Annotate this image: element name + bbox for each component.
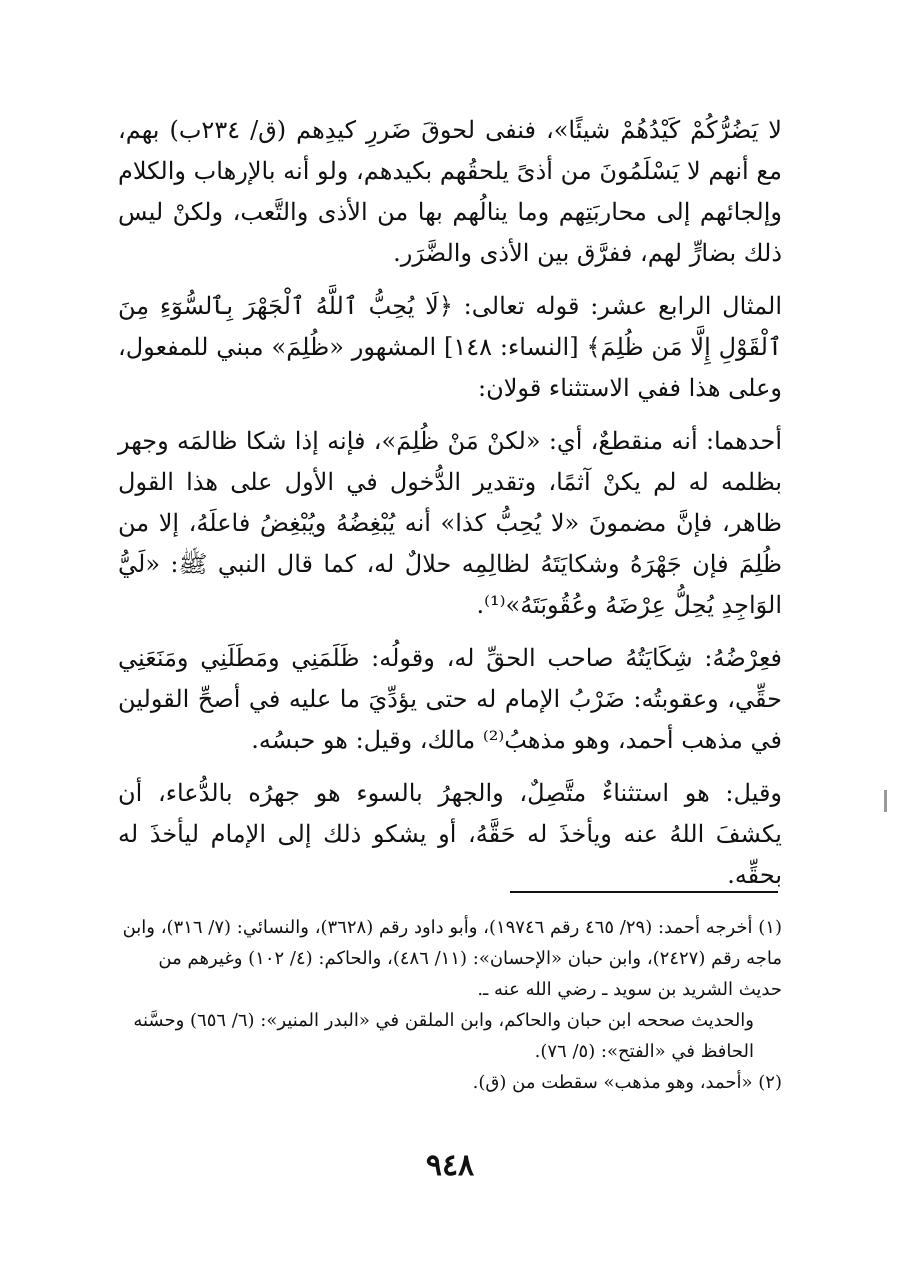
paragraph-3: أحدهما: أنه منقطعٌ، أي: «لكنْ مَنْ ظُلِمَ»، فإنه إذا شكا ظالمَه وجهر بظلمه له لم يكنْ آثمًا، وتقدير الدُّخول في الأول على هذا القول ظاهر، فإنَّ مضمونَ «لا يُحِبُّ كذا» أنه يُبْغِضُهُ ويُبْغِضُ فاعلَهُ، إلا من ظُلِمَ فإن جَهْرَهُ وشكايَتَهُ لظالِمِه حلالٌ له، كما قال النبي ﷺ: «لَيُّ الوَاجِدِ يُحِلُّ عِرْضَهُ وعُقُوبَتَهُ»⁽¹⁾. <box>118 427 783 619</box>
page-number: ٩٤٨ <box>425 1148 475 1183</box>
paragraph-2: المثال الرابع عشر: قوله تعالى: ﴿لَا يُحِبُّ ٱللَّهُ ٱلْجَهْرَ بِٱلسُّوٓءِ مِنَ ٱلْقَوْلِ إِلَّا مَن ظُلِمَ﴾ [النساء: ١٤٨] المشهور «ظُلِمَ» مبني للمفعول، وعلى هذا ففي الاستثناء قولان: <box>118 292 783 402</box>
footnote-1: (١) أخرجه أحمد: (٢٩/ ٤٦٥ رقم ١٩٧٤٦)، وأبو داود رقم (٣٦٢٨)، والنسائي: (٧/ ٣١٦)، وابن ماجه رقم (٢٤٢٧)، وابن حبان «الإحسان»: (١١/ ٤٨٦)، والحاكم: (٤/ ١٠٢) وغيرهم من حديث الشريد بن سويد ـ رضي الله عنه ـ. <box>122 917 782 1000</box>
footnotes <box>118 912 782 1098</box>
paragraph-5: وقيل: هو استثناءٌ متَّصِلٌ، والجهرُ بالسوء هو جهرُه بالدُّعاء، أن يكشفَ اللهُ عنه ويأخذَ له حَقَّهُ، أو يشكو ذلك إلى الإمام ليأخذَ له بحقِّه. <box>118 779 782 889</box>
footnote-separator <box>510 891 778 893</box>
paragraph-4: فعِرْضُهُ: شِكَايَتُهُ صاحب الحقِّ له، وقولُه: ظَلَمَنِي ومَطَلَنِي ومَنَعَنِي حقِّي، وعقوبتُه: ضَرْبُ الإمام له حتى يؤدِّيَ ما عليه في أصحِّ القولين في مذهب أحمد، وهو مذهبُ⁽²⁾ مالك، وقيل: هو حبسُه. <box>118 644 782 754</box>
main-text <box>118 110 782 908</box>
footnote-2: (٢) «أحمد، وهو مذهب» سقطت من (ق). <box>472 1072 782 1093</box>
footnote-1-continuation: والحديث صححه ابن حبان والحاكم، وابن الملقن في «البدر المنير»: (٦/ ٦٥٦) وحسَّنه الحافظ في «الفتح»: (٥/ ٧٦). <box>133 1010 754 1062</box>
paragraph-1: لا يَضُرُّكُمْ كَيْدُهُمْ شيئًا»، فنفى لحوقَ ضَررِ كيدِهم (ق/ ٢٣٤ب) بهم، مع أنهم لا يَسْلَمُونَ من أذىً يلحقُهم بكيدهم، ولو أنه بالإرهاب والكلام وإلجائهم إلى محاربَتِهم وما ينالُهم بها من الأذى والتَّعب، ولكنْ ليس ذلك بضارٍّ لهم، ففرَّق بين الأذى والضَّرَر. <box>118 116 783 267</box>
margin-mark <box>884 790 887 812</box>
